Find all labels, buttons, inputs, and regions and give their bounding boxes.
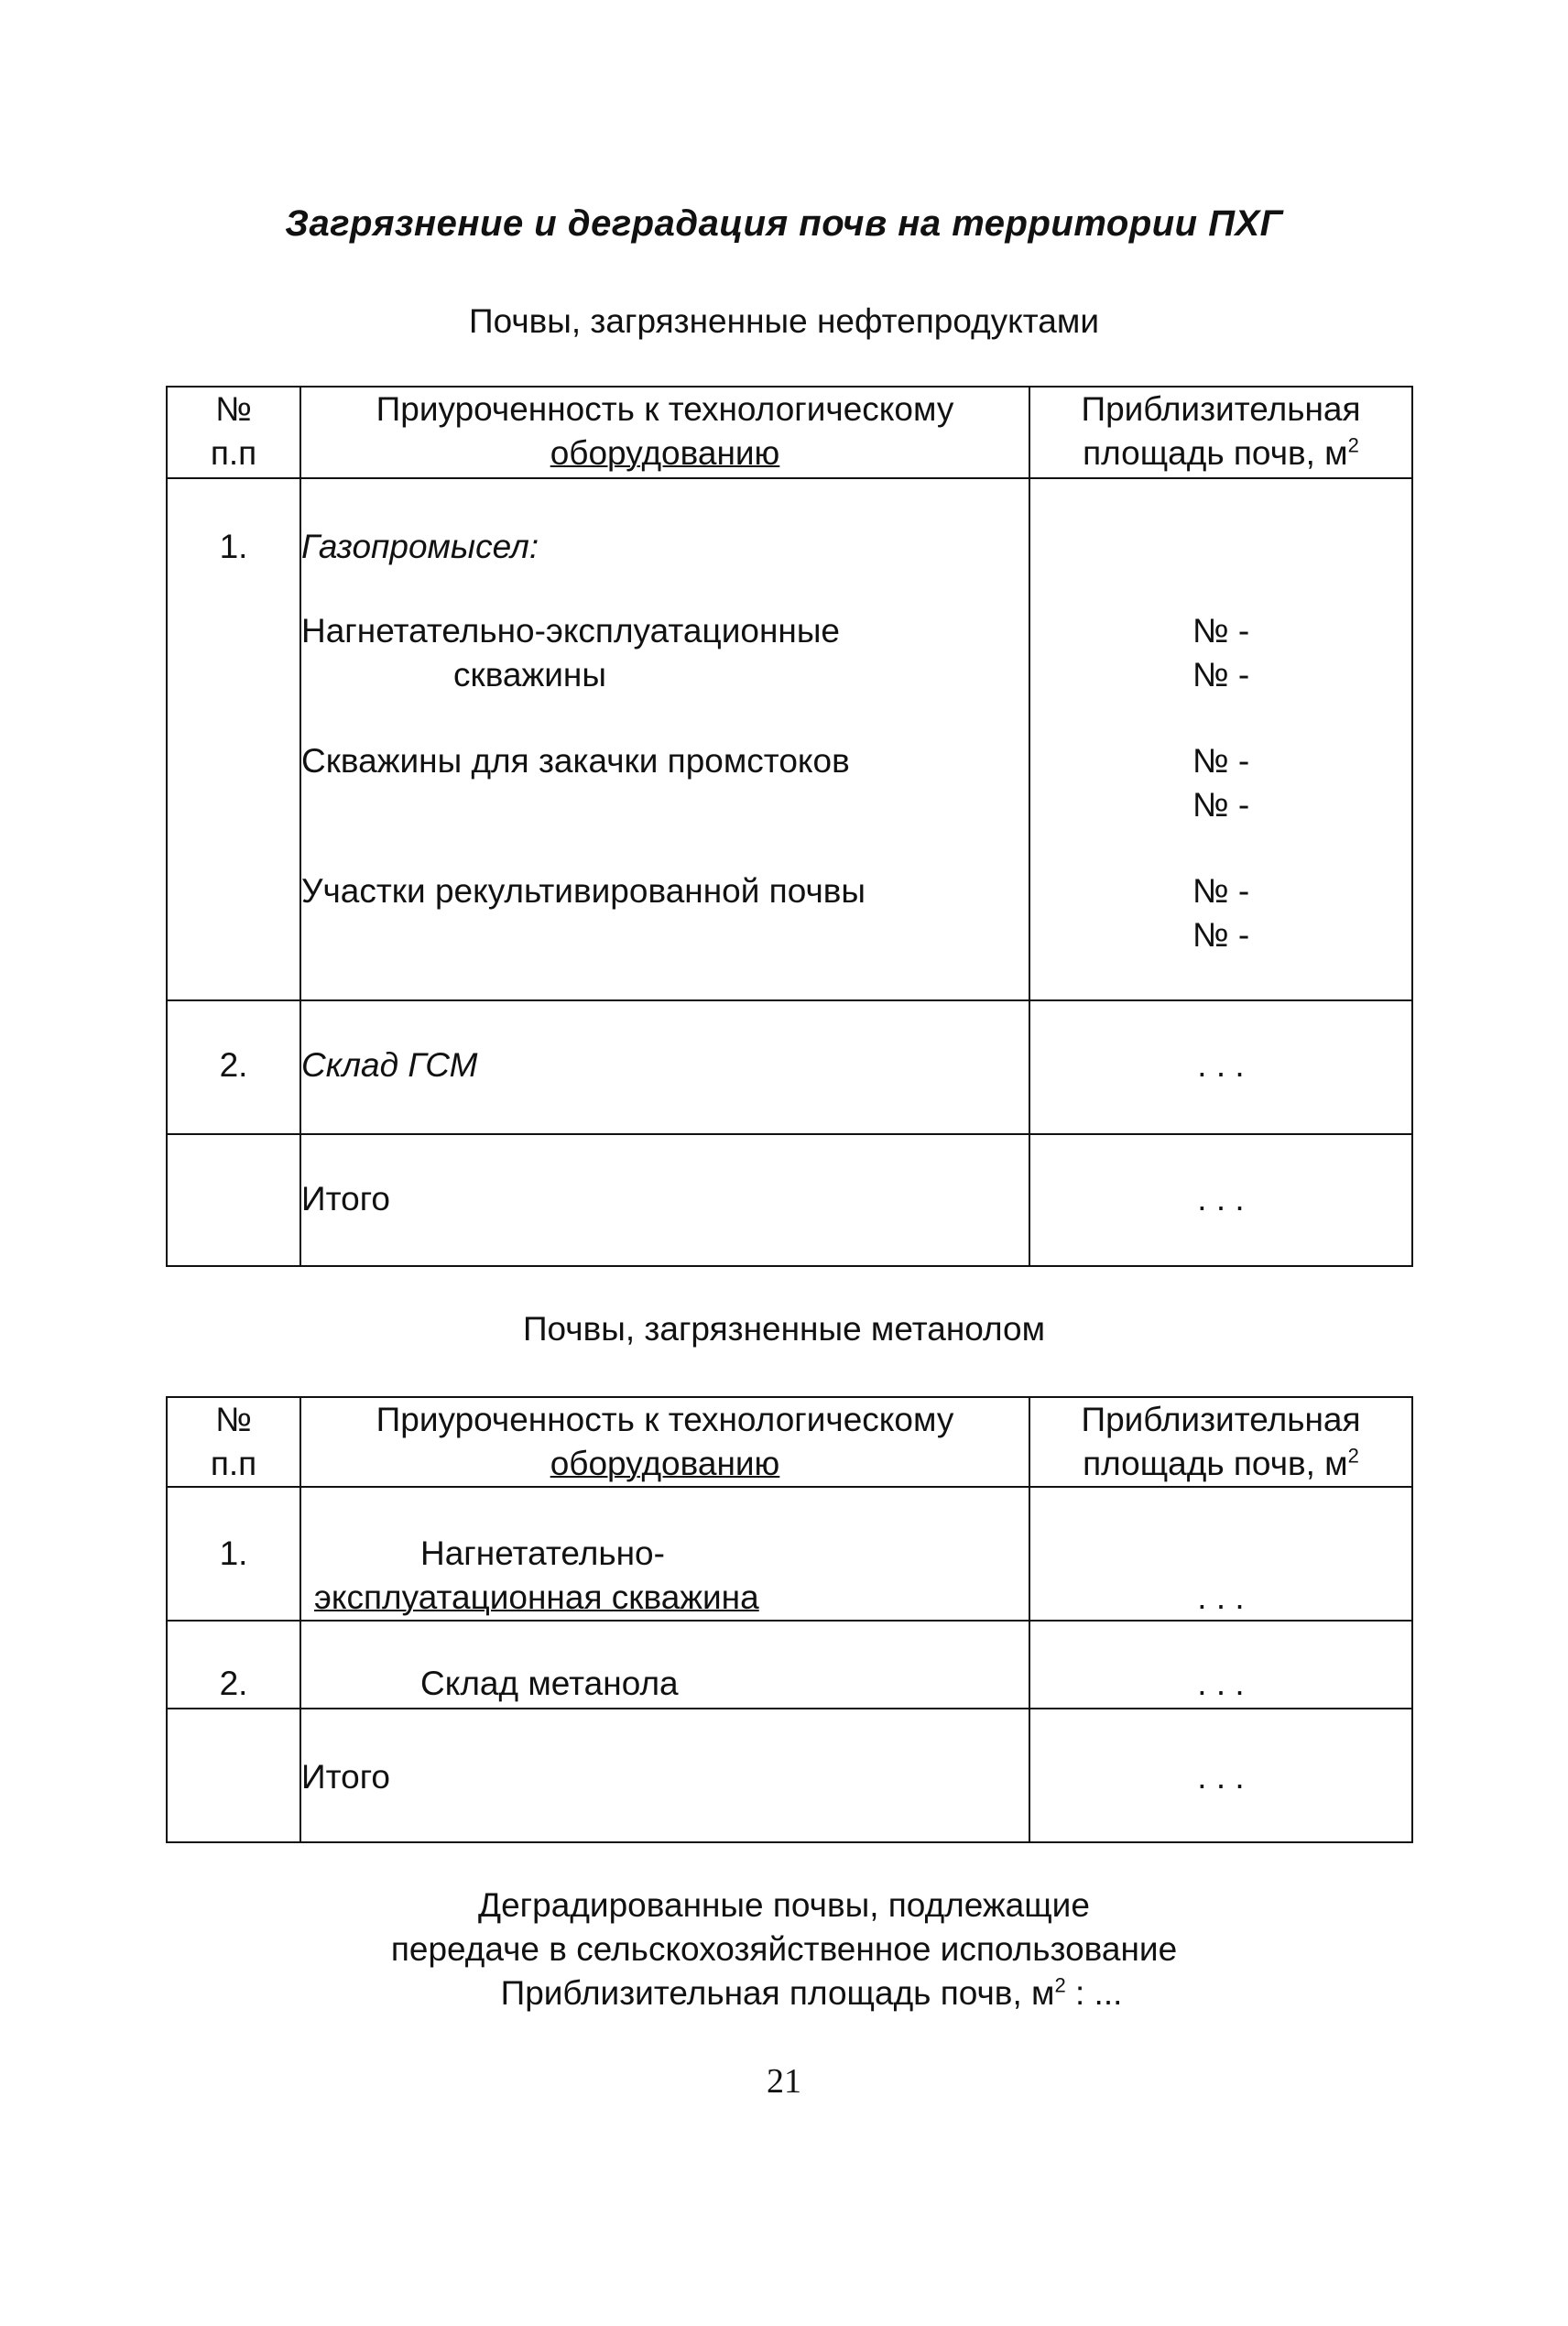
- table1-row1-num-cell: [167, 478, 300, 1000]
- t2-header-area-line2: [1030, 1442, 1411, 1486]
- row1-item1-line1: Нагнетательно-эксплуатационные: [301, 612, 840, 650]
- header-num-line1: №: [215, 390, 252, 428]
- t2-header-equip-line1: Приуроченность к технологическому: [376, 1401, 954, 1438]
- row1-item3: Участки рекультивированной почвы: [301, 872, 866, 910]
- table2-total-label: Итого: [301, 1758, 390, 1796]
- t2-row1-num: 1.: [219, 1534, 248, 1572]
- table2-header-equipment: [300, 1397, 1029, 1487]
- table1-header-num: [167, 387, 300, 478]
- table1-row2-area-cell: [1029, 1000, 1412, 1134]
- table1-total-label: Итого: [301, 1180, 390, 1218]
- footer-line1: Деградированные почвы, подлежащие: [478, 1886, 1090, 1924]
- footer-note: [0, 1884, 1568, 2015]
- row1-item2-val2: № -: [1192, 786, 1250, 824]
- t2-header-num-line2: п.п: [210, 1445, 257, 1482]
- footer-line2: передаче в сельскохозяйственное использование: [390, 1930, 1178, 1968]
- header-area-line2-text: площадь почв, м: [1083, 434, 1348, 472]
- table2-row1-num-cell: [167, 1487, 300, 1621]
- footer-line3-sup: 2: [1054, 1973, 1066, 1997]
- t2-header-equip-line2: [301, 1442, 1029, 1486]
- table2-header-area: [1029, 1397, 1412, 1487]
- row2-value: . . .: [1197, 1046, 1245, 1084]
- header-num-line2: п.п: [210, 434, 257, 472]
- t2-header-area-line2-text: площадь почв, м: [1083, 1445, 1348, 1482]
- table2-row2-area-cell: [1029, 1621, 1412, 1709]
- table2-total-value-cell: [1029, 1709, 1412, 1842]
- table2-total-row: [167, 1709, 1412, 1842]
- row1-item3-val1: № -: [1192, 872, 1250, 910]
- row2-label: Склад ГСМ: [301, 1046, 478, 1084]
- table1-row2-num-cell: [167, 1000, 300, 1134]
- table2-row-2: [167, 1621, 1412, 1709]
- table-oil-products: [166, 386, 1413, 1267]
- t2-row2-label: Склад метанола: [420, 1665, 679, 1702]
- table2-row1-equipment-cell: [300, 1487, 1029, 1621]
- row1-item2: Скважины для закачки промстоков: [301, 742, 850, 780]
- table2-row-1: [167, 1487, 1412, 1621]
- header-equip-line1: Приуроченность к технологическому: [376, 390, 954, 428]
- row1-item2-val1: № -: [1192, 742, 1250, 780]
- table1-total-num-cell: [167, 1134, 300, 1266]
- table2-caption: Почвы, загрязненные метанолом: [522, 1310, 1046, 1348]
- row1-item1-val1: № -: [1192, 612, 1250, 650]
- table1-header-row: [167, 387, 1412, 478]
- table2-header-row: [167, 1397, 1412, 1487]
- footer-line3-prefix: Приблизительная площадь почв, м: [500, 1974, 1055, 2012]
- table-methanol: [166, 1396, 1413, 1843]
- t2-row1-line2: [301, 1576, 1029, 1620]
- table1-row-1: [167, 478, 1412, 1000]
- table2-total-value: . . .: [1197, 1758, 1245, 1796]
- row1-item1-line2: скважины: [453, 656, 606, 693]
- t2-header-num-line1: №: [215, 1401, 252, 1438]
- page-number: 21: [767, 2062, 801, 2101]
- header-equip-line2: [301, 431, 1029, 475]
- table1-caption: Почвы, загрязненные нефтепродуктами: [468, 302, 1099, 340]
- table2-row2-num-cell: [167, 1621, 300, 1709]
- t2-row1-value: . . .: [1197, 1578, 1245, 1616]
- header-area-line1: Приблизительная: [1081, 390, 1361, 428]
- table2-total-num-cell: [167, 1709, 300, 1842]
- document-title: Загрязнение и деградация почв на территории ПХГ: [285, 203, 1283, 244]
- row1-heading: Газопромысел:: [301, 528, 539, 565]
- t2-header-equip-line2-text: оборудованию: [550, 1445, 780, 1482]
- t2-row1-line2-text: эксплуатационная скважина: [314, 1578, 759, 1616]
- table2-total-label-cell: [300, 1709, 1029, 1842]
- table1-row2-equipment-cell: [300, 1000, 1029, 1134]
- t2-row2-num: 2.: [219, 1665, 248, 1702]
- table1-total-row: [167, 1134, 1412, 1266]
- t2-row1-line1: Нагнетательно-: [420, 1534, 665, 1572]
- footer-line3-suffix: : ...: [1065, 1974, 1123, 2012]
- table1-row1-equipment-cell: [300, 478, 1029, 1000]
- table1-header-area: [1029, 387, 1412, 478]
- table1-total-value: . . .: [1197, 1180, 1245, 1218]
- row1-item1-val2: № -: [1192, 656, 1250, 693]
- table1-row1-area-cell: [1029, 478, 1412, 1000]
- table1-total-value-cell: [1029, 1134, 1412, 1266]
- header-area-line2: [1030, 431, 1411, 475]
- header-equip-line2-text: оборудованию: [550, 434, 780, 472]
- table1-header-equipment: [300, 387, 1029, 478]
- table2-row1-area-cell: [1029, 1487, 1412, 1621]
- table1-total-label-cell: [300, 1134, 1029, 1266]
- t2-row2-value: . . .: [1197, 1665, 1245, 1702]
- t2-header-area-sup: 2: [1347, 1444, 1359, 1468]
- header-area-sup: 2: [1347, 433, 1359, 457]
- row1-num: 1.: [219, 528, 248, 565]
- row2-num: 2.: [219, 1046, 248, 1084]
- t2-header-area-line1: Приблизительная: [1081, 1401, 1361, 1438]
- table1-row-2: [167, 1000, 1412, 1134]
- row1-item3-val2: № -: [1192, 916, 1250, 954]
- table2-header-num: [167, 1397, 300, 1487]
- table2-row2-equipment-cell: [300, 1621, 1029, 1709]
- footer-line3: [0, 1971, 1568, 2015]
